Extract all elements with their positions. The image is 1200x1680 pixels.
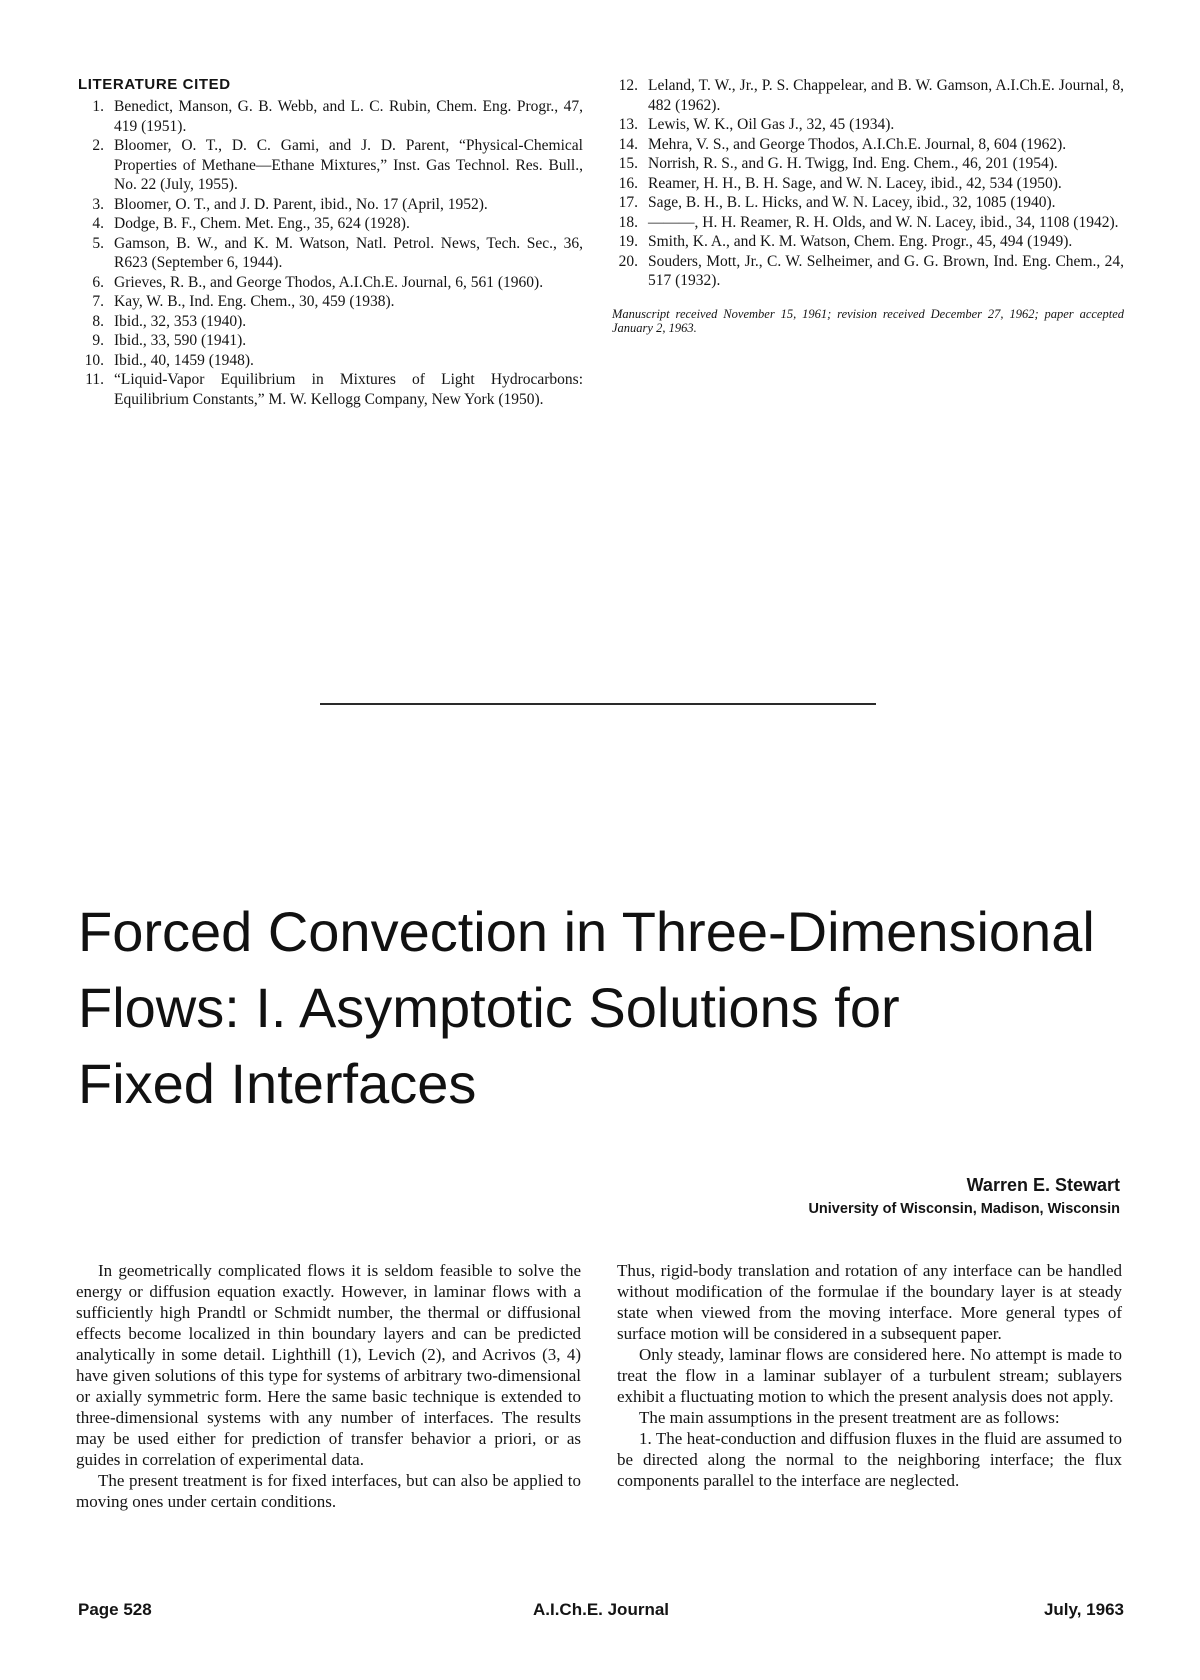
reference-text: Benedict, Manson, G. B. Webb, and L. C. Rubin, Chem. Eng. Progr., 47, 419 (1951).	[114, 98, 583, 135]
reference-item	[78, 292, 583, 312]
reference-item	[612, 135, 1124, 155]
reference-number: 20.	[618, 252, 638, 270]
reference-number: 19.	[618, 233, 638, 250]
reference-number: 4.	[92, 215, 104, 232]
reference-text: “Liquid-Vapor Equilibrium in Mixtures of Light Hydrocarbons: Equilibrium Constants,” M. W. Kellogg Company, New York (1950).	[114, 371, 583, 408]
reference-item	[612, 174, 1124, 194]
reference-item	[612, 193, 1124, 213]
article-title-line: Fixed Interfaces	[78, 1052, 477, 1115]
issue-date: July, 1963	[1043, 1600, 1124, 1619]
page-footer	[78, 1600, 1124, 1626]
reference-text: Bloomer, O. T., and J. D. Parent, ibid., No. 17 (April, 1952).	[114, 195, 488, 213]
reference-text: Smith, K. A., and K. M. Watson, Chem. Eng. Progr., 45, 494 (1949).	[648, 233, 1073, 250]
body-paragraph: The main assumptions in the present treatment are as follows:	[639, 1408, 1060, 1427]
reference-list-right	[612, 76, 1124, 291]
reference-text: Ibid., 32, 353 (1940).	[114, 312, 247, 330]
page-number: Page 528	[78, 1600, 152, 1619]
reference-number: 8.	[92, 312, 104, 330]
article-title-line: Flows: I. Asymptotic Solutions for	[78, 976, 900, 1039]
reference-text: ———, H. H. Reamer, R. H. Olds, and W. N. Lacey, ibid., 34, 1108 (1942).	[648, 213, 1119, 231]
body-column-right	[617, 1260, 1122, 1491]
body-paragraph: Thus, rigid-body translation and rotation of any interface can be handled without modification of the formulae if the boundary layer is at steady state when viewed from the moving interface. More general types of surface motion will be considered in a subsequent paper.	[617, 1261, 1122, 1343]
author-block	[808, 1172, 1120, 1220]
reference-text: Souders, Mott, Jr., C. W. Selheimer, and G. G. Brown, Ind. Eng. Chem., 24, 517 (1932).	[648, 252, 1124, 289]
references-column-left	[78, 76, 583, 409]
reference-item	[78, 351, 583, 371]
reference-number: 18.	[618, 213, 638, 231]
reference-item	[612, 252, 1124, 291]
reference-number: 14.	[618, 135, 638, 153]
reference-text: Gamson, B. W., and K. M. Watson, Natl. Petrol. News, Tech. Sec., 36, R623 (September 6, 1944).	[114, 234, 583, 271]
reference-text: Reamer, H. H., B. H. Sage, and W. N. Lacey, ibid., 42, 534 (1950).	[648, 174, 1062, 192]
reference-item	[78, 273, 583, 293]
reference-item	[612, 213, 1124, 233]
body-paragraph: 1. The heat-conduction and diffusion fluxes in the fluid are assumed to be directed along the normal to the neighboring interface; the flux components parallel to the interface are neglected.	[617, 1429, 1122, 1490]
reference-number: 13.	[618, 116, 638, 133]
reference-item	[78, 214, 583, 234]
reference-list-left	[78, 97, 583, 409]
article-title	[78, 894, 1128, 1122]
reference-text: Sage, B. H., B. L. Hicks, and W. N. Lacey, ibid., 32, 1085 (1940).	[648, 194, 1056, 211]
reference-text: Leland, T. W., Jr., P. S. Chappelear, and B. W. Gamson, A.I.Ch.E. Journal, 8, 482 (1962).	[648, 77, 1124, 114]
reference-text: Lewis, W. K., Oil Gas J., 32, 45 (1934).	[648, 116, 895, 133]
reference-number: 9.	[92, 332, 104, 349]
reference-item	[78, 195, 583, 215]
reference-text: Ibid., 40, 1459 (1948).	[114, 351, 254, 369]
reference-item	[612, 76, 1124, 115]
journal-name: A.I.Ch.E. Journal	[532, 1600, 670, 1619]
reference-item	[78, 97, 583, 136]
reference-item	[612, 154, 1124, 174]
author-affiliation: University of Wisconsin, Madison, Wisconsin	[808, 1201, 1120, 1217]
reference-text: Bloomer, O. T., D. C. Gami, and J. D. Parent, “Physical-Chemical Properties of Methane—Ethane Mixtures,” Inst. Gas Technol. Res. Bull., No. 22 (July, 1955).	[114, 137, 583, 193]
reference-text: Ibid., 33, 590 (1941).	[114, 332, 247, 349]
references-heading: LITERATURE CITED	[78, 76, 231, 93]
reference-text: Norrish, R. S., and G. H. Twigg, Ind. Eng. Chem., 46, 201 (1954).	[648, 155, 1058, 172]
reference-number: 3.	[92, 195, 104, 213]
author-name: Warren E. Stewart	[966, 1175, 1120, 1195]
body-paragraph: Only steady, laminar flows are considered here. No attempt is made to treat the flow in a laminar sublayer of a turbulent stream; sublayers exhibit a fluctuating motion to which the present analysis does not apply.	[617, 1345, 1122, 1406]
reference-number: 15.	[618, 155, 638, 172]
reference-number: 7.	[92, 293, 104, 310]
reference-item	[78, 234, 583, 273]
reference-number: 1.	[92, 98, 104, 115]
reference-number: 10.	[84, 351, 104, 369]
reference-text: Kay, W. B., Ind. Eng. Chem., 30, 459 (1938).	[114, 293, 395, 310]
reference-number: 11.	[85, 371, 104, 388]
body-paragraph: In geometrically complicated flows it is seldom feasible to solve the energy or diffusion equation exactly. However, in laminar flows with a sufficiently high Prandtl or Schmidt number, the thermal or diffusional effects become localized in thin boundary layers and can be predicted analytically in some detail. Lighthill (1), Levich (2), and Acrivos (3, 4) have given solutions of this type for systems of arbitrary two-dimensional or axially symmetric form. Here the same basic technique is extended to three-dimensional systems with any number of interfaces. The results may be used either for prediction of transfer behavior a priori, or as guides in correlation of experimental data.	[76, 1261, 581, 1469]
manuscript-received-note: Manuscript received November 15, 1961; revision received December 27, 1962; paper accepted January 2, 1963.	[612, 306, 1124, 335]
references-column-right	[612, 76, 1124, 347]
reference-item	[78, 331, 583, 351]
reference-text: Mehra, V. S., and George Thodos, A.I.Ch.E. Journal, 8, 604 (1962).	[648, 135, 1067, 153]
reference-item	[78, 370, 583, 409]
reference-number: 5.	[92, 234, 104, 252]
reference-item	[612, 232, 1124, 252]
reference-number: 12.	[618, 77, 638, 94]
reference-item	[78, 136, 583, 195]
reference-item	[612, 115, 1124, 135]
body-column-left	[76, 1260, 581, 1512]
body-paragraph: The present treatment is for fixed interfaces, but can also be applied to moving ones under certain conditions.	[76, 1471, 581, 1511]
reference-number: 16.	[618, 174, 638, 192]
reference-number: 17.	[618, 194, 638, 211]
reference-item	[78, 312, 583, 332]
article-title-line: Forced Convection in Three-Dimensional	[78, 900, 1095, 963]
reference-number: 6.	[92, 273, 104, 291]
reference-text: Grieves, R. B., and George Thodos, A.I.Ch.E. Journal, 6, 561 (1960).	[114, 273, 544, 291]
section-divider-rule	[320, 703, 876, 705]
reference-number: 2.	[92, 137, 104, 154]
reference-text: Dodge, B. F., Chem. Met. Eng., 35, 624 (1928).	[114, 215, 410, 232]
